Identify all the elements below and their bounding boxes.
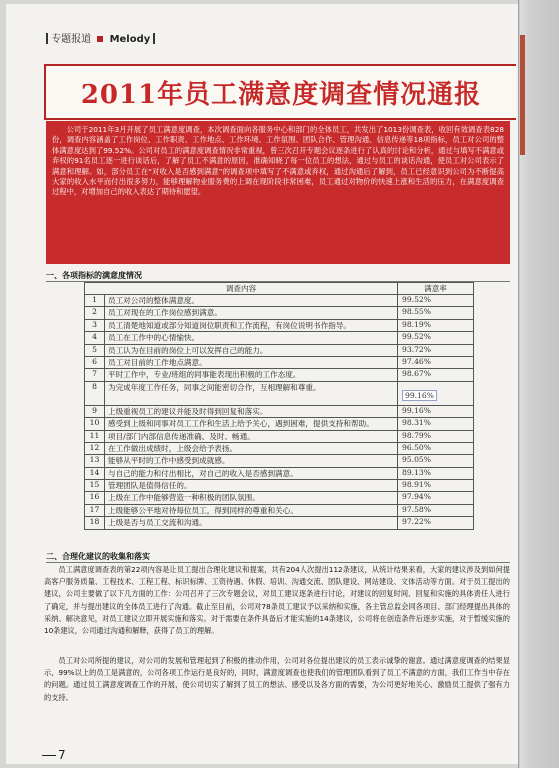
row-number: 2 [85,307,105,319]
header-bar-icon-end [153,33,155,44]
row-number: 12 [85,442,105,454]
col-content-header: 调查内容 [85,283,398,295]
row-rate: 97.22% [398,517,474,529]
header-section-label: 专题报道 [51,34,92,45]
table-row [85,480,474,492]
row-rate: 98.19% [398,319,474,331]
table-row [85,455,474,467]
table-row [85,504,474,516]
table-row [85,332,474,344]
title-frame [44,64,516,120]
row-number: 3 [85,319,105,331]
row-rate: 98.91% [398,480,474,492]
page-number-text: 7 [58,748,66,762]
row-item: 项目/部门内部信息传递准确、及时、畅通。 [105,430,398,442]
table-row [85,492,474,504]
page-number-dash [42,755,56,756]
row-number: 1 [85,295,105,307]
red-square-icon [97,36,103,42]
highlighted-rate: 99.16% [402,390,437,401]
table-row [85,356,474,368]
row-number: 15 [85,480,105,492]
row-number: 11 [85,430,105,442]
section2-paragraph-1: 员工满意度调查表的第22项内容是让员工提出合理化建议和提案，共有204人次提出112条建议，从统计结果来看，大家的建议涉及到如何提高客户服务质量、工程技术、工程工程、标识标牌、工资待遇、休假、培训、沟通交流、团队建设、网站建设、文体活动等方面。对于员工提出的建议，公司主要做了以下几方面的工作：公司召开了三次专题会议，对员工建议逐条进行讨论，对建议的回复时间、回复和实施的具体责任人进行了确定，并与提出建议的全体员工进行了沟通。截止至目前，公司对78条员工建议予以采纳和实施，各主管总监会同各项目、部门经理提出具体的采纳、解决意见，对员工建议立即开展实施和落实。对于需要在条件具备后才能实施的14条建议，公司将在创造条件后逐步实施，对于暂缓实施的10条建议，公司通过沟通和解释，获得了员工的理解。 [44,565,510,636]
row-rate: 99.52% [398,332,474,344]
row-rate: 93.72% [398,344,474,356]
row-rate: 96.50% [398,442,474,454]
table-row [85,295,474,307]
table-row [85,344,474,356]
row-rate: 97.94% [398,492,474,504]
header-brand: Melody [109,34,151,45]
row-number: 7 [85,369,105,381]
running-header [46,30,155,45]
table-header-row [85,283,474,295]
page-number [42,748,66,762]
row-rate: 99.16% [398,405,474,417]
row-rate: 98.55% [398,307,474,319]
section2-heading: 二、合理化建议的收集和落实 [46,552,150,561]
row-item: 能够从平时的工作中感受到成就感。 [105,455,398,467]
row-rate: 95.05% [398,455,474,467]
row-number: 13 [85,455,105,467]
table-row [85,381,474,405]
row-item: 员工对目前的工作地点满意。 [105,356,398,368]
table-row [85,517,474,529]
row-number: 9 [85,405,105,417]
row-item: 平时工作中，专业/班组的同事能表现出积极的工作态度。 [105,369,398,381]
row-number: 10 [85,418,105,430]
col-rate-header: 满意率 [398,283,474,295]
row-rate: 98.79% [398,430,474,442]
row-rate: 98.31% [398,418,474,430]
row-item: 为完成年度工作任务，同事之间能密切合作，互相理解和尊重。 [105,381,398,405]
row-item: 上级是否与员工交流和沟通。 [105,517,398,529]
next-page-red-strip [520,35,525,155]
row-rate [398,381,474,405]
article-title: 2011年员工满意度调查情况通报 [80,80,482,110]
table-row [85,319,474,331]
row-item: 员工对现在的工作岗位感到满意。 [105,307,398,319]
intro-paragraph: 公司于2011年3月开展了员工满意度调查，本次调查面向各服务中心和部门的全体员工，共发出了1013份调查表，收回有效调查表828份，调查内容涵盖了工作岗位、工作职责、工作地点、工作环境、工作氛围、团队合作、管理沟通、信息传递等18项指标，员工对公司的整体满意度达到了99.52%。公司对员工的满意度调查情况非常重视，曾三次召开专题会议逐条进行了认真的讨论和分析，通过与填写不满意或弃权的91名员工逐一进行谈话后，了解了员工不满意的原因，准确知晓了每一位员工的想法，通过与员工的谈话沟通，使员工对公司表示了满意和理解。如，部分员工在“对收入是否感到满意”的调查项中填写了不满意或弃权，通过沟通后了解到，员工已经意识到公司为不断提高大家的收入水平而付出很多努力，能够理解物业服务费的上调在现阶段非常困难，员工通过对物价的快速上涨和生活的压力，在满意度调查过程中，对增加自己的收入表达了期待和愿望。 [46,121,510,264]
row-item: 与自己的能力和付出相比，对自己的收入是否感到满意。 [105,467,398,479]
row-rate: 99.52% [398,295,474,307]
table-row [85,430,474,442]
row-number: 17 [85,504,105,516]
row-item: 上级能够公平地对待每位员工，得到同样的尊重和关心。 [105,504,398,516]
table-row [85,369,474,381]
row-number: 14 [85,467,105,479]
table-body [85,295,474,530]
table-row [85,442,474,454]
section2-rule [46,562,510,563]
row-item: 上级重视员工的建议并能及时得到回复和落实。 [105,405,398,417]
header-bar-icon [46,33,48,44]
table-row [85,418,474,430]
row-item: 员工认为在目前的岗位上可以发挥自己的能力。 [105,344,398,356]
row-item: 员工在工作中的心情愉快。 [105,332,398,344]
row-item: 员工对公司的整体满意度。 [105,295,398,307]
row-number: 4 [85,332,105,344]
section2-paragraph-2: 员工对公司所提的建议，对公司的发展和管理起到了积极的推动作用，公司对各位提出建议的员工表示诚挚的谢意。通过满意度调查的结果显示，99%以上的员工是满意的，公司各项工作运行是良好的，同时，满意度调查也使我们的管理团队看到了员工不满意的方面，我们工作当中存在的问题。通过员工满意度调查工作的开展，使公司切实了解到了员工的想法、感受以及各方面的需要，为公司更好地关心、激励员工提供了强有力的支持。 [44,656,510,702]
row-number: 8 [85,381,105,405]
row-item: 员工清楚地知道或部分知道岗位职责和工作流程，有岗位说明书作指导。 [105,319,398,331]
row-rate: 97.46% [398,356,474,368]
row-rate: 89.13% [398,467,474,479]
row-number: 6 [85,356,105,368]
row-item: 在工作做出成绩时，上级会给予表扬。 [105,442,398,454]
row-rate: 98.67% [398,369,474,381]
table-row [85,405,474,417]
satisfaction-table [84,282,474,530]
magazine-page [6,4,518,764]
row-item: 上级在工作中能够营造一种积极的团队氛围。 [105,492,398,504]
row-rate: 97.58% [398,504,474,516]
row-item: 管理团队是值得信任的。 [105,480,398,492]
row-number: 5 [85,344,105,356]
row-number: 16 [85,492,105,504]
table-row [85,307,474,319]
table-row [85,467,474,479]
row-item: 感受到上级和同事对员工工作和生活上给予关心，遇到困难，提供支持和帮助。 [105,418,398,430]
section1-heading: 一、各项指标的满意度情况 [46,271,142,280]
row-number: 18 [85,517,105,529]
